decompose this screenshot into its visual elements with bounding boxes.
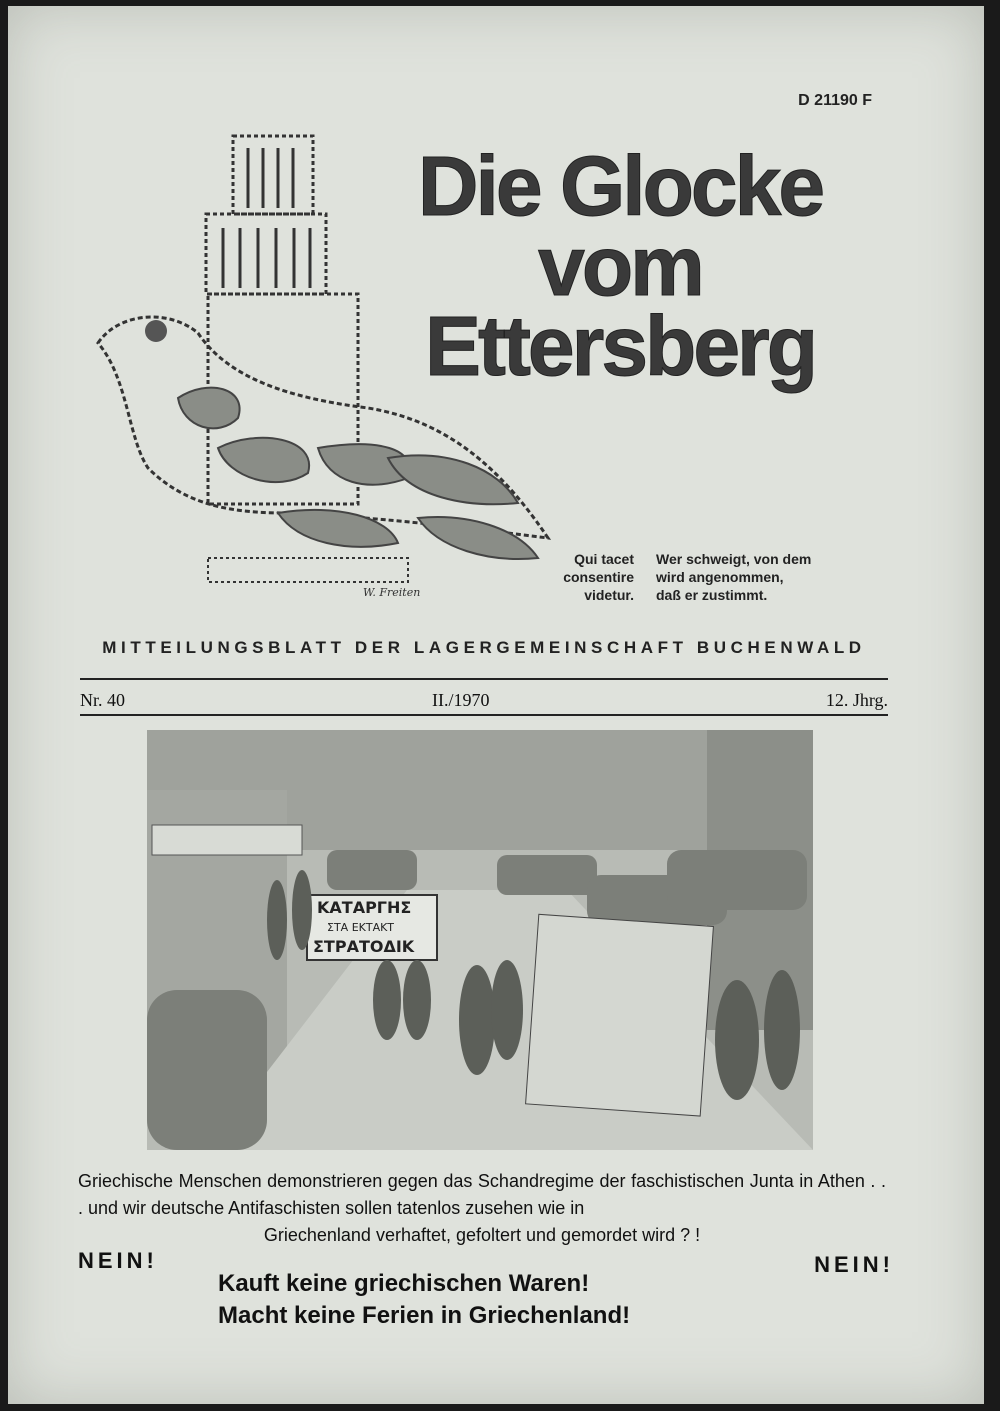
divider-top <box>80 678 888 680</box>
boycott-slogans <box>218 1268 738 1332</box>
masthead-title <box>400 139 840 393</box>
newsletter-page <box>8 6 984 1404</box>
slogan-goods: Kauft keine griechischen Waren! <box>218 1270 590 1297</box>
title-line-1: Die Glocke <box>417 139 823 233</box>
slogan-holidays: Macht keine Ferien in Griechenland! <box>218 1302 631 1329</box>
issue-volume: 12. Jhrg. <box>825 690 888 710</box>
nein-right: NEIN! <box>814 1252 894 1277</box>
caption-line-1: Griechische Menschen demonstrieren gegen das Schandregime der faschistischen <box>78 1171 745 1191</box>
postal-code: D 21190 F <box>798 92 872 109</box>
issue-date: II./1970 <box>432 690 490 710</box>
caption-line-3: Griechenland verhaftet, gefoltert und gemordet wird ? ! <box>263 1225 701 1245</box>
issue-number: Nr. 40 <box>80 690 125 710</box>
motto-latin: Qui tacet consentire videtur. <box>563 551 634 603</box>
logo-signature: W. Freiten <box>363 586 421 599</box>
motto-german: Wer schweigt, von dem wird angenommen, daß er zustimmt. <box>656 551 812 603</box>
title-line-2: vom <box>538 219 702 313</box>
title-line-3: Ettersberg <box>424 299 816 393</box>
newsletter-subtitle: MITTEILUNGSBLATT DER LAGERGEMEINSCHAFT BUCHENWALD <box>102 638 866 657</box>
caption-line-2: Junta in Athen . . . und wir deutsche Antifaschisten sollen tatenlos zusehen wie in <box>78 1171 886 1218</box>
svg-text:ΣΤΑ ΕΚΤΑΚΤ: ΣΤΑ ΕΚΤΑΚΤ <box>327 921 395 934</box>
svg-text:ΣΤΡΑΤΟΔΙΚ: ΣΤΡΑΤΟΔΙΚ <box>313 937 415 956</box>
photo-caption <box>78 1168 886 1249</box>
demonstration-photo <box>147 730 813 1150</box>
svg-text:ΚΑΤΑΡΓΗΣ: ΚΑΤΑΡΓΗΣ <box>317 898 412 917</box>
nein-left: NEIN! <box>78 1248 158 1273</box>
divider-bottom <box>80 714 888 716</box>
